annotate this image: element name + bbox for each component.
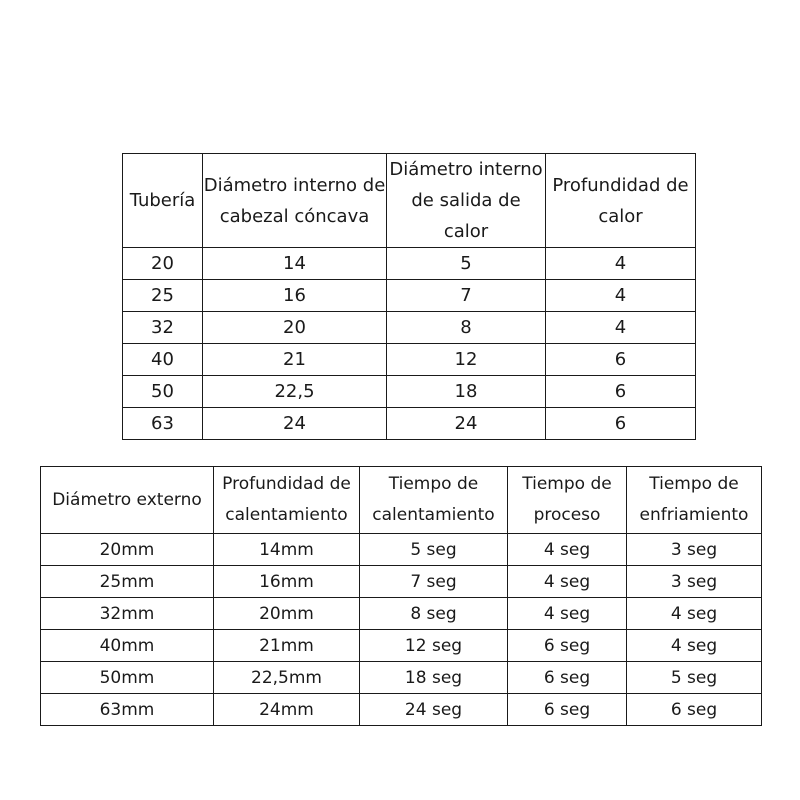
table-cell: 5: [387, 248, 546, 280]
table-cell: 24: [387, 408, 546, 440]
table-cell: 5 seg: [360, 534, 508, 566]
table-cell: 22,5mm: [214, 662, 360, 694]
table-cell: 20: [203, 312, 387, 344]
column-header-heat-outlet-inner-diameter: Diámetro interno de salida de calor: [387, 154, 546, 248]
table-cell: 4: [546, 248, 696, 280]
table-cell: 14: [203, 248, 387, 280]
table-header-row: [41, 467, 762, 534]
table-cell: 6 seg: [627, 694, 762, 726]
table-cell: 40mm: [41, 630, 214, 662]
table-cell: 14mm: [214, 534, 360, 566]
table-cell: 21mm: [214, 630, 360, 662]
table-cell: 21: [203, 344, 387, 376]
table-row: [123, 280, 696, 312]
table-cell: 24: [203, 408, 387, 440]
table-cell: 32mm: [41, 598, 214, 630]
table-cell: 5 seg: [627, 662, 762, 694]
table-cell: 3 seg: [627, 566, 762, 598]
table-cell: 16mm: [214, 566, 360, 598]
table-cell: 4 seg: [508, 566, 627, 598]
table-cell: 25mm: [41, 566, 214, 598]
table-row: [123, 248, 696, 280]
table-row: [123, 312, 696, 344]
table-cell: 16: [203, 280, 387, 312]
table-cell: 63: [123, 408, 203, 440]
table-row: [41, 630, 762, 662]
table-cell: 4: [546, 280, 696, 312]
table-cell: 4 seg: [508, 598, 627, 630]
table-cell: 25: [123, 280, 203, 312]
table-cell: 40: [123, 344, 203, 376]
column-header-concave-head-inner-diameter: Diámetro interno de cabezal cóncava: [203, 154, 387, 248]
table-row: [41, 598, 762, 630]
table-row: [123, 376, 696, 408]
table-cell: 4 seg: [508, 534, 627, 566]
table-cell: 8: [387, 312, 546, 344]
table-row: [123, 408, 696, 440]
pipe-dimensions-table: [122, 153, 696, 440]
column-header-cooling-time: Tiempo de enfriamiento: [627, 467, 762, 534]
table-cell: 6: [546, 344, 696, 376]
table-cell: 8 seg: [360, 598, 508, 630]
table-row: [123, 344, 696, 376]
column-header-heating-depth: Profundidad de calentamiento: [214, 467, 360, 534]
table-cell: 24 seg: [360, 694, 508, 726]
heating-times-table: [40, 466, 762, 726]
table-cell: 18: [387, 376, 546, 408]
table-cell: 4 seg: [627, 630, 762, 662]
table-cell: 18 seg: [360, 662, 508, 694]
column-header-process-time: Tiempo de proceso: [508, 467, 627, 534]
table-cell: 32: [123, 312, 203, 344]
table-cell: 7: [387, 280, 546, 312]
table-row: [41, 566, 762, 598]
table-cell: 4: [546, 312, 696, 344]
table-cell: 63mm: [41, 694, 214, 726]
table-header-row: [123, 154, 696, 248]
table-cell: 24mm: [214, 694, 360, 726]
table-cell: 6 seg: [508, 694, 627, 726]
table-cell: 6 seg: [508, 630, 627, 662]
table-cell: 12 seg: [360, 630, 508, 662]
table-cell: 6: [546, 376, 696, 408]
column-header-heat-depth: Profundidad de calor: [546, 154, 696, 248]
table-cell: 6 seg: [508, 662, 627, 694]
table-row: [41, 662, 762, 694]
table-cell: 20mm: [41, 534, 214, 566]
table-cell: 20: [123, 248, 203, 280]
column-header-outer-diameter: Diámetro externo: [41, 467, 214, 534]
table-cell: 20mm: [214, 598, 360, 630]
table-cell: 3 seg: [627, 534, 762, 566]
column-header-pipe: Tubería: [123, 154, 203, 248]
table-cell: 50: [123, 376, 203, 408]
table-cell: 50mm: [41, 662, 214, 694]
table-cell: 6: [546, 408, 696, 440]
table-row: [41, 534, 762, 566]
table-cell: 7 seg: [360, 566, 508, 598]
table-cell: 22,5: [203, 376, 387, 408]
table-cell: 4 seg: [627, 598, 762, 630]
table-cell: 12: [387, 344, 546, 376]
column-header-heating-time: Tiempo de calentamiento: [360, 467, 508, 534]
table-row: [41, 694, 762, 726]
